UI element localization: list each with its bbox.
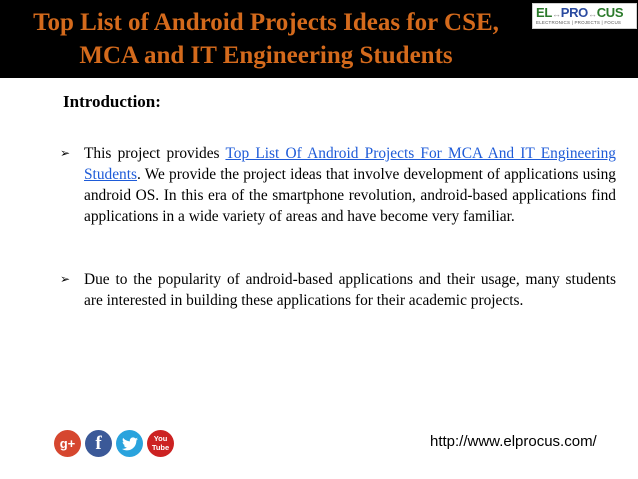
facebook-icon[interactable]: f xyxy=(85,430,112,457)
bullet-item-1 xyxy=(60,143,616,227)
logo-wordmark: EL↔PRO↔CUS xyxy=(536,5,624,20)
bullet-text-2: Due to the popularity of android-based applications and their usage, many students are interested in building these applications for their academic projects. xyxy=(84,271,616,309)
twitter-bird-icon xyxy=(122,437,138,451)
google-plus-icon[interactable]: g+ xyxy=(54,430,81,457)
twitter-icon[interactable] xyxy=(116,430,143,457)
arrow-bullet-icon: ➢ xyxy=(60,146,71,160)
arrow-bullet-icon: ➢ xyxy=(60,272,71,286)
bullet-text-1: This project provides Top List Of Android Projects For MCA And IT Engineering Students. We provide the project ideas that involve development of applications using android OS. In this era of the smartphone revolution, android-based applications find applications in a wide variety of areas and have become very familiar. xyxy=(84,145,616,225)
title-line-2: MCA and IT Engineering Students xyxy=(79,42,453,69)
section-heading: Introduction: xyxy=(63,92,161,111)
page-title xyxy=(0,6,532,72)
title-line-1: Top List of Android Projects Ideas for CSE, xyxy=(33,9,499,36)
website-url[interactable]: http://www.elprocus.com/ xyxy=(430,433,597,450)
bullet-item-2 xyxy=(60,269,616,311)
youtube-icon[interactable]: You Tube xyxy=(147,430,174,457)
elprocus-logo xyxy=(532,3,637,29)
header-banner xyxy=(0,0,638,78)
android-projects-link[interactable]: Top List Of Android Projects For MCA And IT Engineering Students xyxy=(84,145,616,183)
logo-tagline: ELECTRONICS | PROJECTS | FOCUS xyxy=(536,20,622,25)
